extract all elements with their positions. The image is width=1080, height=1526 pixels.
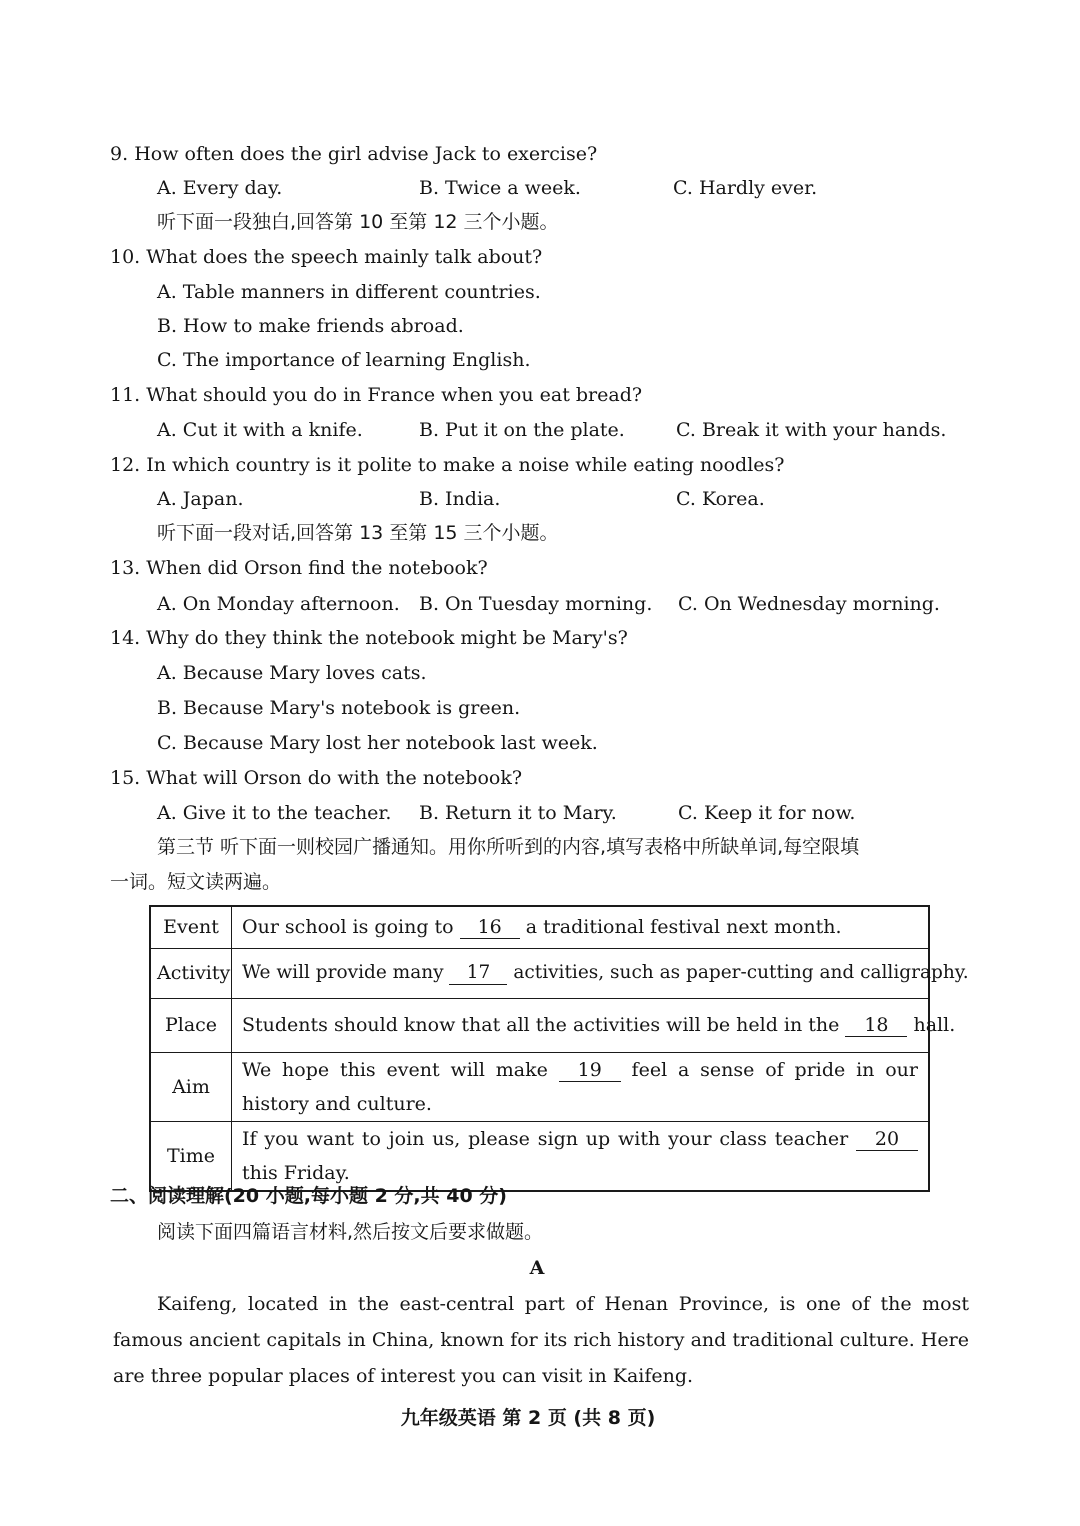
option-a: A. Give it to the teacher. (157, 802, 392, 824)
answer-blank: 18 (845, 1014, 907, 1037)
row-content: If you want to join us, please sign up with your class teacher 20 this Friday. (232, 1121, 930, 1191)
question-text: What will Orson do with the notebook? (146, 767, 523, 789)
row-content: Students should know that all the activities will be held in the 18 hall. (232, 998, 930, 1052)
question-text: What should you do in France when you eat bread? (146, 384, 643, 406)
answer-blank: 17 (449, 962, 507, 985)
option-c: C. On Wednesday morning. (678, 593, 940, 615)
row-heading: Activity (150, 948, 232, 998)
question-text: In which country is it polite to make a noise while eating noodles? (146, 454, 785, 476)
option-a: A. Japan. (157, 488, 244, 510)
question-number: 15. (110, 767, 141, 789)
option-c: C. Break it with your hands. (676, 419, 947, 441)
option-b: B. India. (419, 488, 501, 510)
listening-instruction-2: 听下面一段对话,回答第 13 至第 15 三个小题。 (157, 522, 559, 544)
option-c: C. The importance of learning English. (157, 349, 531, 371)
question-14 (110, 626, 628, 650)
question-number: 14. (110, 627, 141, 649)
part-2-instruction: 阅读下面四篇语言材料,然后按文后要求做题。 (157, 1221, 544, 1243)
question-text: Why do they think the notebook might be Mary's? (146, 627, 628, 649)
option-c: C. Korea. (676, 488, 765, 510)
question-10 (110, 245, 542, 269)
option-b: B. On Tuesday morning. (419, 593, 653, 615)
option-b: B. Twice a week. (419, 177, 581, 199)
question-text: What does the speech mainly talk about? (146, 246, 543, 268)
option-a: A. Cut it with a knife. (157, 419, 363, 441)
table-row (150, 948, 929, 998)
row-content: We will provide many 17 activities, such as paper-cutting and calligraphy. (232, 948, 930, 998)
answer-blank: 16 (460, 916, 520, 939)
row-content: We hope this event will make 19 feel a sense of pride in our history and culture. (232, 1052, 930, 1121)
question-number: 12. (110, 454, 141, 476)
question-11 (110, 383, 642, 407)
question-13 (110, 556, 488, 580)
option-c: C. Because Mary lost her notebook last week. (157, 732, 598, 754)
row-heading: Time (150, 1121, 232, 1191)
table-row (150, 906, 929, 948)
question-15 (110, 766, 522, 790)
question-12 (110, 453, 784, 477)
option-c: C. Keep it for now. (678, 802, 856, 824)
option-a: A. Because Mary loves cats. (157, 662, 427, 684)
question-number: 13. (110, 557, 141, 579)
table-row (150, 1052, 929, 1121)
option-b: B. Put it on the plate. (419, 419, 625, 441)
row-heading: Place (150, 998, 232, 1052)
passage-paragraph: Kaifeng, located in the east-central part of Henan Province, is one of the most famous ancient capitals in China, known for its rich history and traditional culture. Here are three popular places of interest you can visit in Kaifeng. (113, 1293, 969, 1387)
page-footer: 九年级英语 第 2 页 (共 8 页) (400, 1407, 656, 1429)
part-2-title: 二、阅读理解(20 小题,每小题 2 分,共 40 分) (110, 1185, 507, 1207)
question-9 (110, 142, 597, 166)
option-b: B. Return it to Mary. (419, 802, 617, 824)
answer-blank: 20 (856, 1128, 918, 1151)
passage-letter: A (529, 1257, 545, 1279)
question-text: When did Orson find the notebook? (146, 557, 488, 579)
option-a: A. On Monday afternoon. (157, 593, 400, 615)
fill-in-table (149, 905, 969, 1192)
table-row (150, 998, 929, 1052)
option-a: A. Table manners in different countries. (157, 281, 541, 303)
option-b: B. Because Mary's notebook is green. (157, 697, 521, 719)
row-content: Our school is going to 16 a traditional festival next month. (232, 906, 930, 948)
option-b: B. How to make friends abroad. (157, 315, 464, 337)
answer-blank: 19 (559, 1059, 621, 1082)
row-heading: Aim (150, 1052, 232, 1121)
section-3-instruction: 第三节 听下面一则校园广播通知。用你所听到的内容,填写表格中所缺单词,每空限填 (157, 836, 860, 858)
listening-instruction-1: 听下面一段独白,回答第 10 至第 12 三个小题。 (157, 211, 559, 233)
option-c: C. Hardly ever. (673, 177, 818, 199)
table-row (150, 1121, 929, 1191)
question-number: 10. (110, 246, 141, 268)
row-heading: Event (150, 906, 232, 948)
option-a: A. Every day. (157, 177, 283, 199)
question-text: How often does the girl advise Jack to exercise? (134, 143, 598, 165)
question-number: 9. (110, 143, 129, 165)
section-3-instruction-cont: 一词。短文读两遍。 (110, 871, 282, 893)
question-number: 11. (110, 384, 141, 406)
